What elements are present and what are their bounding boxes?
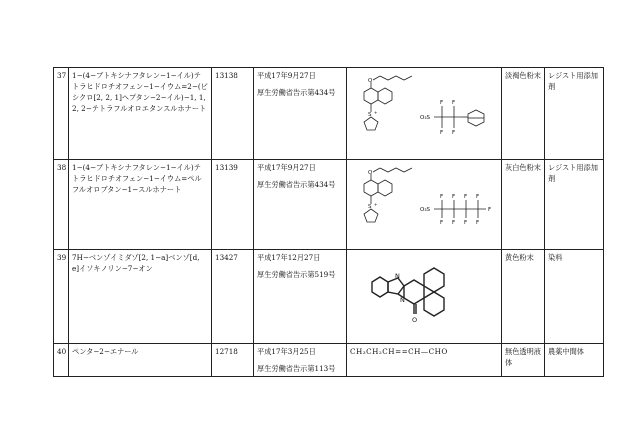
notice-cell bbox=[254, 344, 347, 377]
structural-formula-image bbox=[350, 252, 505, 341]
appearance-cell: 灰白色粉末 bbox=[502, 160, 545, 250]
notice-date: 平成17年3月25日 bbox=[257, 347, 316, 356]
fluorine-label: F bbox=[440, 100, 444, 106]
substance-name: ペンタ−2−エナール bbox=[69, 344, 212, 377]
sulfur-label: S bbox=[368, 112, 372, 118]
notice-number: 厚生労働省告示第519号 bbox=[257, 270, 336, 279]
structural-formula-text: CH₃CH₂CH==CH—CHO bbox=[347, 344, 502, 377]
table-row bbox=[54, 250, 604, 344]
fluorine-label: F bbox=[464, 194, 468, 200]
substance-code: 13427 bbox=[212, 250, 254, 344]
appearance-cell: 淡褐色粉末 bbox=[502, 68, 545, 160]
fluorine-label: F bbox=[440, 130, 444, 136]
structure-cell bbox=[347, 250, 502, 344]
substance-table bbox=[53, 67, 604, 377]
substance-name: 7H−ベンゾイミダゾ[2, 1−a]ベンゾ[d, e]イソキノリン−7−オン bbox=[69, 250, 212, 344]
appearance-cell: 黄色粉末 bbox=[502, 250, 545, 344]
row-number: 40 bbox=[54, 344, 69, 377]
oxygen-label: O bbox=[412, 316, 418, 324]
notice-number: 厚生労働省告示第113号 bbox=[257, 364, 336, 373]
notice-date: 平成17年12月27日 bbox=[257, 253, 321, 262]
appearance-cell: 無色透明液体 bbox=[502, 344, 545, 377]
fluorine-label: F bbox=[440, 194, 444, 200]
substance-name: 1−(4−ブトキシナフタレン−1−イル)テトラヒドロチオフェン−1−イウム=ペルフルオロブタン−1−スルホナート bbox=[69, 160, 212, 250]
plus-label: + bbox=[374, 202, 378, 207]
substance-name: 1−(4−ブトキシナフタレン−1−イル)テトラヒドロチオフェン−1−イウム=2−(ビシクロ[2, 2, 1]ヘプタン−2−イル)−1, 1, 2, 2−テトラフルオロエタンスルホナート bbox=[69, 68, 212, 160]
notice-cell bbox=[254, 160, 347, 250]
sulfur-label: S bbox=[368, 204, 372, 210]
plus-label: + bbox=[374, 110, 378, 115]
sulfonate-label: O₃S bbox=[420, 115, 431, 121]
notice-number: 厚生労働省告示第434号 bbox=[257, 180, 336, 189]
fluorine-label: F bbox=[452, 100, 456, 106]
nitrogen-label: N bbox=[400, 296, 405, 304]
row-number: 39 bbox=[54, 250, 69, 344]
fluorine-label: F bbox=[476, 194, 480, 200]
use-cell: レジスト用添加剤 bbox=[545, 160, 604, 250]
fluorine-label: F bbox=[452, 194, 456, 200]
notice-date: 平成17年9月27日 bbox=[257, 71, 316, 80]
notice-cell bbox=[254, 68, 347, 160]
fluorine-label: F bbox=[452, 220, 456, 226]
structure-cell bbox=[347, 160, 502, 250]
oxygen-label: O bbox=[368, 78, 373, 84]
row-number: 38 bbox=[54, 160, 69, 250]
notice-date: 平成17年9月27日 bbox=[257, 163, 316, 172]
sulfonate-label: O₃S bbox=[420, 207, 431, 213]
fluorine-label: F bbox=[464, 220, 468, 226]
row-number: 37 bbox=[54, 68, 69, 160]
notice-number: 厚生労働省告示第434号 bbox=[257, 88, 336, 97]
fluorine-label: F bbox=[488, 207, 492, 213]
substance-code: 13139 bbox=[212, 160, 254, 250]
substance-code: 13138 bbox=[212, 68, 254, 160]
table-row bbox=[54, 344, 604, 377]
table-row bbox=[54, 68, 604, 160]
substance-code: 12718 bbox=[212, 344, 254, 377]
oxygen-label: O bbox=[368, 170, 373, 176]
use-cell: 農薬中間体 bbox=[545, 344, 604, 377]
fluorine-label: F bbox=[440, 220, 444, 226]
nitrogen-label: N bbox=[395, 272, 400, 280]
use-cell: 染料 bbox=[545, 250, 604, 344]
structural-formula-image bbox=[350, 70, 505, 157]
structure-cell bbox=[347, 68, 502, 160]
fluorine-label: F bbox=[452, 130, 456, 136]
fluorine-label: F bbox=[476, 220, 480, 226]
use-cell: レジスト用添加剤 bbox=[545, 68, 604, 160]
notice-cell bbox=[254, 250, 347, 344]
table-row bbox=[54, 160, 604, 250]
structural-formula-image bbox=[350, 162, 505, 247]
